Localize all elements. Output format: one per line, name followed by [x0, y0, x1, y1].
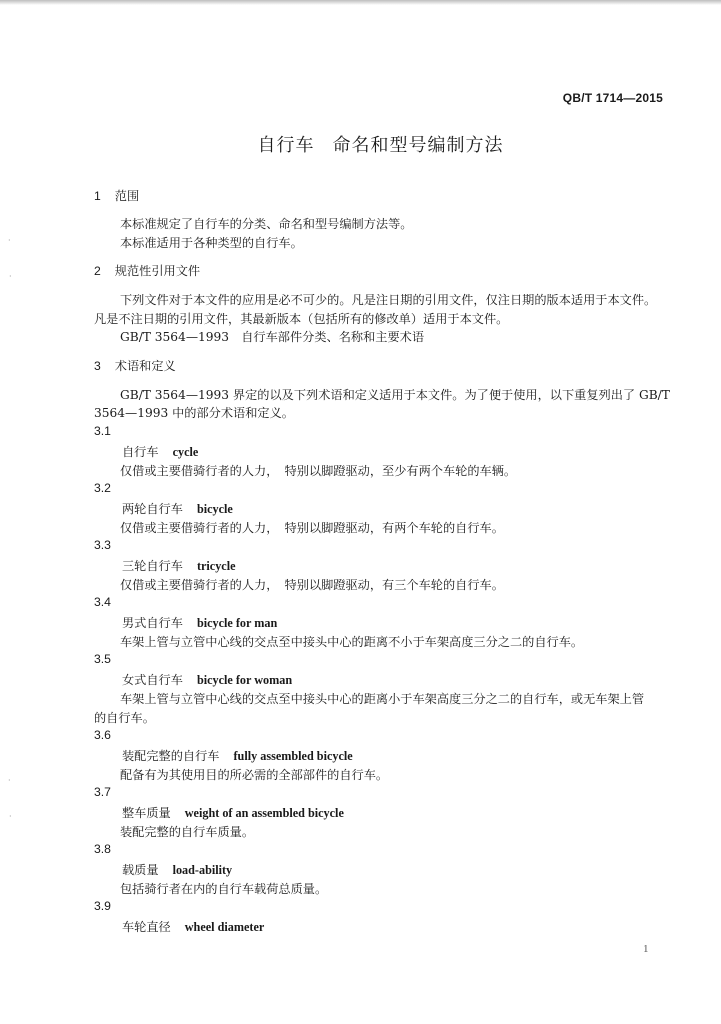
term-title: 三轮自行车 tricycle	[122, 559, 236, 573]
term-number: 3.7	[94, 785, 111, 799]
term-number: 3.5	[94, 652, 111, 666]
section-2-para-line-1: 下列文件对于本文件的应用是必不可少的。凡是注日期的引用文件，仅注日期的版本适用于本文件。	[120, 293, 657, 307]
term-definition: 仅借或主要借骑行者的人力， 特别以脚蹬驱动，至少有两个车轮的车辆。	[120, 464, 517, 478]
page-number: 1	[643, 943, 649, 955]
section-2-heading: 2 规范性引用文件	[94, 264, 201, 278]
title-part-1: 自行车	[257, 135, 315, 156]
term-number: 3.3	[94, 538, 111, 552]
term-title: 载质量 load-ability	[122, 863, 233, 877]
term-number: 3.4	[94, 595, 111, 609]
margin-speck: ·	[9, 272, 12, 281]
term-title: 整车质量 weight of an assembled bicycle	[122, 806, 344, 820]
section-1-para-2: 本标准适用于各种类型的自行车。	[120, 236, 303, 250]
scan-top-edge	[0, 0, 721, 5]
section-2-para-line-2: 凡是不注日期的引用文件，其最新版本（包括所有的修改单）适用于本文件。	[94, 312, 509, 326]
margin-speck: ·	[8, 776, 11, 785]
term-definition: 仅借或主要借骑行者的人力， 特别以脚蹬驱动，有三个车轮的自行车。	[120, 578, 504, 592]
term-title: 女式自行车 bicycle for woman	[122, 673, 293, 687]
title-part-2: 命名和型号编制方法	[332, 135, 504, 156]
margin-speck: ·	[9, 812, 12, 821]
section-3-intro-line-2: 3564—1993 中的部分术语和定义。	[94, 406, 294, 420]
term-definition: 仅借或主要借骑行者的人力， 特别以脚蹬驱动，有两个车轮的自行车。	[120, 521, 504, 535]
section-3-intro-line-1: GB/T 3564—1993 界定的以及下列术语和定义适用于本文件。为了便于使用，以下重复列出了 GB/T	[120, 388, 670, 402]
section-1-heading: 1 范围	[94, 189, 140, 203]
term-number: 3.2	[94, 481, 111, 495]
section-1-para-1: 本标准规定了自行车的分类、命名和型号编制方法等。	[120, 217, 413, 231]
section-3-heading: 3 术语和定义	[94, 359, 176, 373]
standard-code: QB/T 1714—2015	[562, 91, 663, 105]
term-definition: 车架上管与立管中心线的交点至中接头中心的距离小于车架高度三分之二的自行车，或无车架上管	[120, 692, 645, 706]
term-number: 3.8	[94, 842, 111, 856]
document-title	[0, 131, 721, 157]
term-title: 车轮直径 wheel diameter	[122, 920, 265, 934]
term-definition: 配备有为其使用目的所必需的全部部件的自行车。	[120, 768, 389, 782]
term-title: 男式自行车 bicycle for man	[122, 616, 278, 630]
term-definition: 装配完整的自行车质量。	[120, 825, 255, 839]
section-2-reference: GB/T 3564—1993 自行车部件分类、名称和主要术语	[120, 330, 425, 344]
term-number: 3.9	[94, 899, 111, 913]
term-title: 装配完整的自行车 fully assembled bicycle	[122, 749, 353, 763]
term-number: 3.6	[94, 728, 111, 742]
term-definition-continued: 的自行车。	[94, 711, 155, 725]
margin-speck: ·	[8, 236, 11, 245]
term-number: 3.1	[94, 424, 111, 438]
term-title: 自行车 cycle	[122, 445, 199, 459]
term-definition: 包括骑行者在内的自行车载荷总质量。	[120, 882, 328, 896]
term-title: 两轮自行车 bicycle	[122, 502, 233, 516]
term-definition: 车架上管与立管中心线的交点至中接头中心的距离不小于车架高度三分之二的自行车。	[120, 635, 584, 649]
